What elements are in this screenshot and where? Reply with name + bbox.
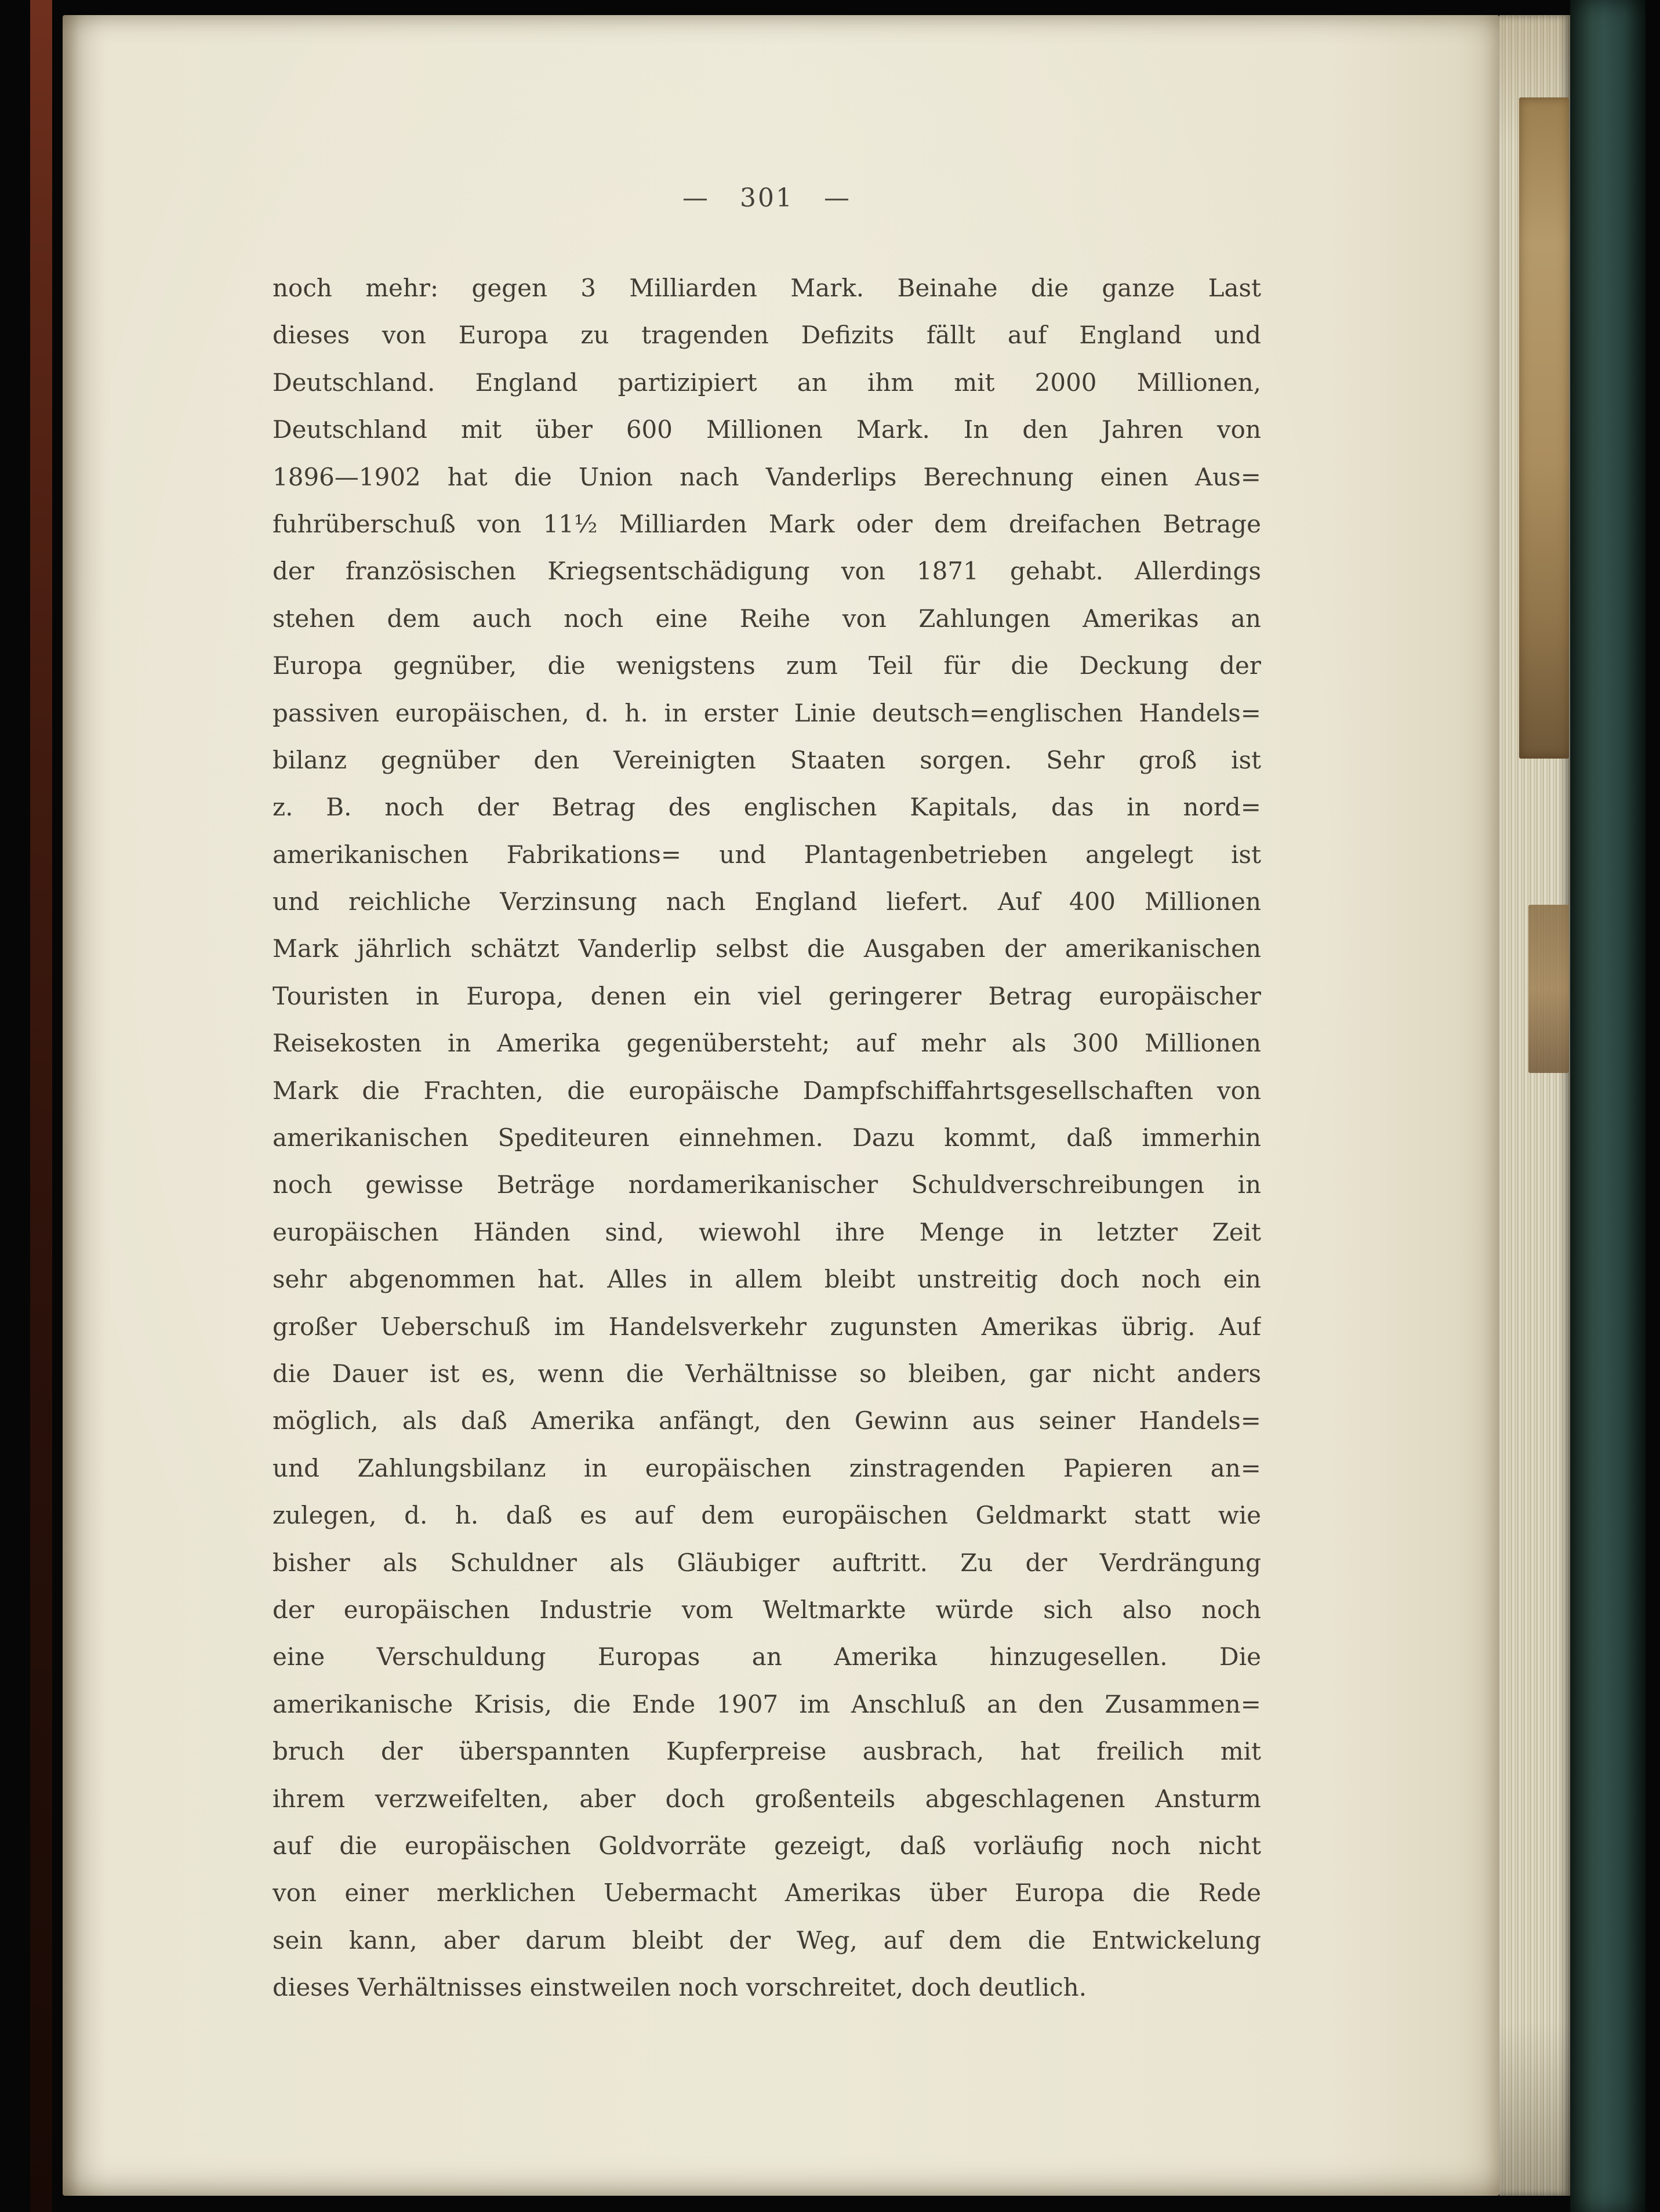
text-line: und Zahlungsbilanz in europäischen zinstragenden Papieren an= <box>273 1453 1261 1482</box>
bookmark-strip <box>1519 97 1569 759</box>
text-line: der europäischen Industrie vom Weltmarkte würde sich also noch <box>273 1595 1261 1624</box>
text-line: bruch der überspannten Kupferpreise ausbrach, hat freilich mit <box>273 1737 1261 1766</box>
text-line: Europa gegnüber, die wenigstens zum Teil für die Deckung der <box>273 651 1261 680</box>
text-line: Mark die Frachten, die europäische Dampfschiffahrtsgesellschaften von <box>273 1076 1261 1105</box>
text-line: bisher als Schuldner als Gläubiger auftritt. Zu der Verdrängung <box>273 1548 1261 1577</box>
text-line: auf die europäischen Goldvorräte gezeigt, daß vorläufig noch nicht <box>273 1831 1261 1860</box>
text-line: noch gewisse Beträge nordamerikanischer Schuldverschreibungen in <box>273 1170 1261 1199</box>
page-number-dash-right: — <box>823 183 851 213</box>
text-line: der französischen Kriegsentschädigung von 1871 gehabt. Allerdings <box>273 557 1261 586</box>
page-number-value: 301 <box>740 183 794 213</box>
text-line: Reisekosten in Amerika gegenübersteht; auf mehr als 300 Millionen <box>273 1029 1261 1058</box>
text-line: sehr abgenommen hat. Alles in allem bleibt unstreitig doch noch ein <box>273 1265 1261 1294</box>
text-line: die Dauer ist es, wenn die Verhältnisse so bleiben, gar nicht anders <box>273 1359 1261 1388</box>
text-line: Deutschland mit über 600 Millionen Mark. In den Jahren von <box>273 415 1261 444</box>
bookmark-strip-lower <box>1528 905 1569 1073</box>
text-line: dieses Verhältnisses einstweilen noch vorschreitet, doch deutlich. <box>273 1973 1087 2002</box>
book-page <box>63 15 1499 2196</box>
text-line: noch mehr: gegen 3 Milliarden Mark. Beinahe die ganze Last <box>273 274 1261 302</box>
text-line: zulegen, d. h. daß es auf dem europäischen Geldmarkt statt wie <box>273 1501 1261 1530</box>
text-line: passiven europäischen, d. h. in erster Linie deutsch=englischen Handels= <box>273 698 1261 727</box>
text-line: und reichliche Verzinsung nach England liefert. Auf 400 Millionen <box>273 887 1261 916</box>
text-line: europäischen Händen sind, wiewohl ihre Menge in letzter Zeit <box>273 1217 1261 1246</box>
text-line: eine Verschuldung Europas an Amerika hinzugesellen. Die <box>273 1642 1261 1671</box>
text-line: amerikanischen Fabrikations= und Plantagenbetrieben angelegt ist <box>273 840 1261 869</box>
text-line: ihrem verzweifelten, aber doch großenteils abgeschlagenen Ansturm <box>273 1784 1261 1813</box>
text-line: amerikanischen Spediteuren einnehmen. Dazu kommt, daß immerhin <box>273 1123 1261 1152</box>
text-line: 1896—1902 hat die Union nach Vanderlips Berechnung einen Aus= <box>273 462 1261 491</box>
page-number-dash-left: — <box>682 183 710 213</box>
text-line: fuhrüberschuß von 11½ Milliarden Mark oder dem dreifachen Betrage <box>273 509 1261 538</box>
text-line: großer Ueberschuß im Handelsverkehr zugunsten Amerikas übrig. Auf <box>273 1312 1261 1341</box>
book-cover <box>1570 0 1646 2212</box>
text-line: bilanz gegnüber den Vereinigten Staaten sorgen. Sehr groß ist <box>273 745 1261 774</box>
text-line: stehen dem auch noch eine Reihe von Zahlungen Amerikas an <box>273 604 1261 633</box>
text-line: von einer merklichen Uebermacht Amerikas über Europa die Rede <box>273 1879 1261 1908</box>
text-line: z. B. noch der Betrag des englischen Kapitals, das in nord= <box>273 793 1261 822</box>
text-line: sein kann, aber darum bleibt der Weg, auf dem die Entwickelung <box>273 1925 1261 1954</box>
text-line: Mark jährlich schätzt Vanderlip selbst die Ausgaben der amerikanischen <box>273 934 1261 963</box>
text-line: Deutschland. England partizipiert an ihm mit 2000 Millionen, <box>273 368 1261 397</box>
body-text <box>273 264 1261 2011</box>
page-number <box>273 183 1261 213</box>
book-spine-edge <box>30 0 52 2212</box>
text-line: amerikanische Krisis, die Ende 1907 im Anschluß an den Zusammen= <box>273 1689 1261 1718</box>
text-line: dieses von Europa zu tragenden Defizits fällt auf England und <box>273 321 1261 350</box>
text-line: Touristen in Europa, denen ein viel geringerer Betrag europäischer <box>273 981 1261 1010</box>
text-line: möglich, als daß Amerika anfängt, den Gewinn aus seiner Handels= <box>273 1406 1261 1435</box>
